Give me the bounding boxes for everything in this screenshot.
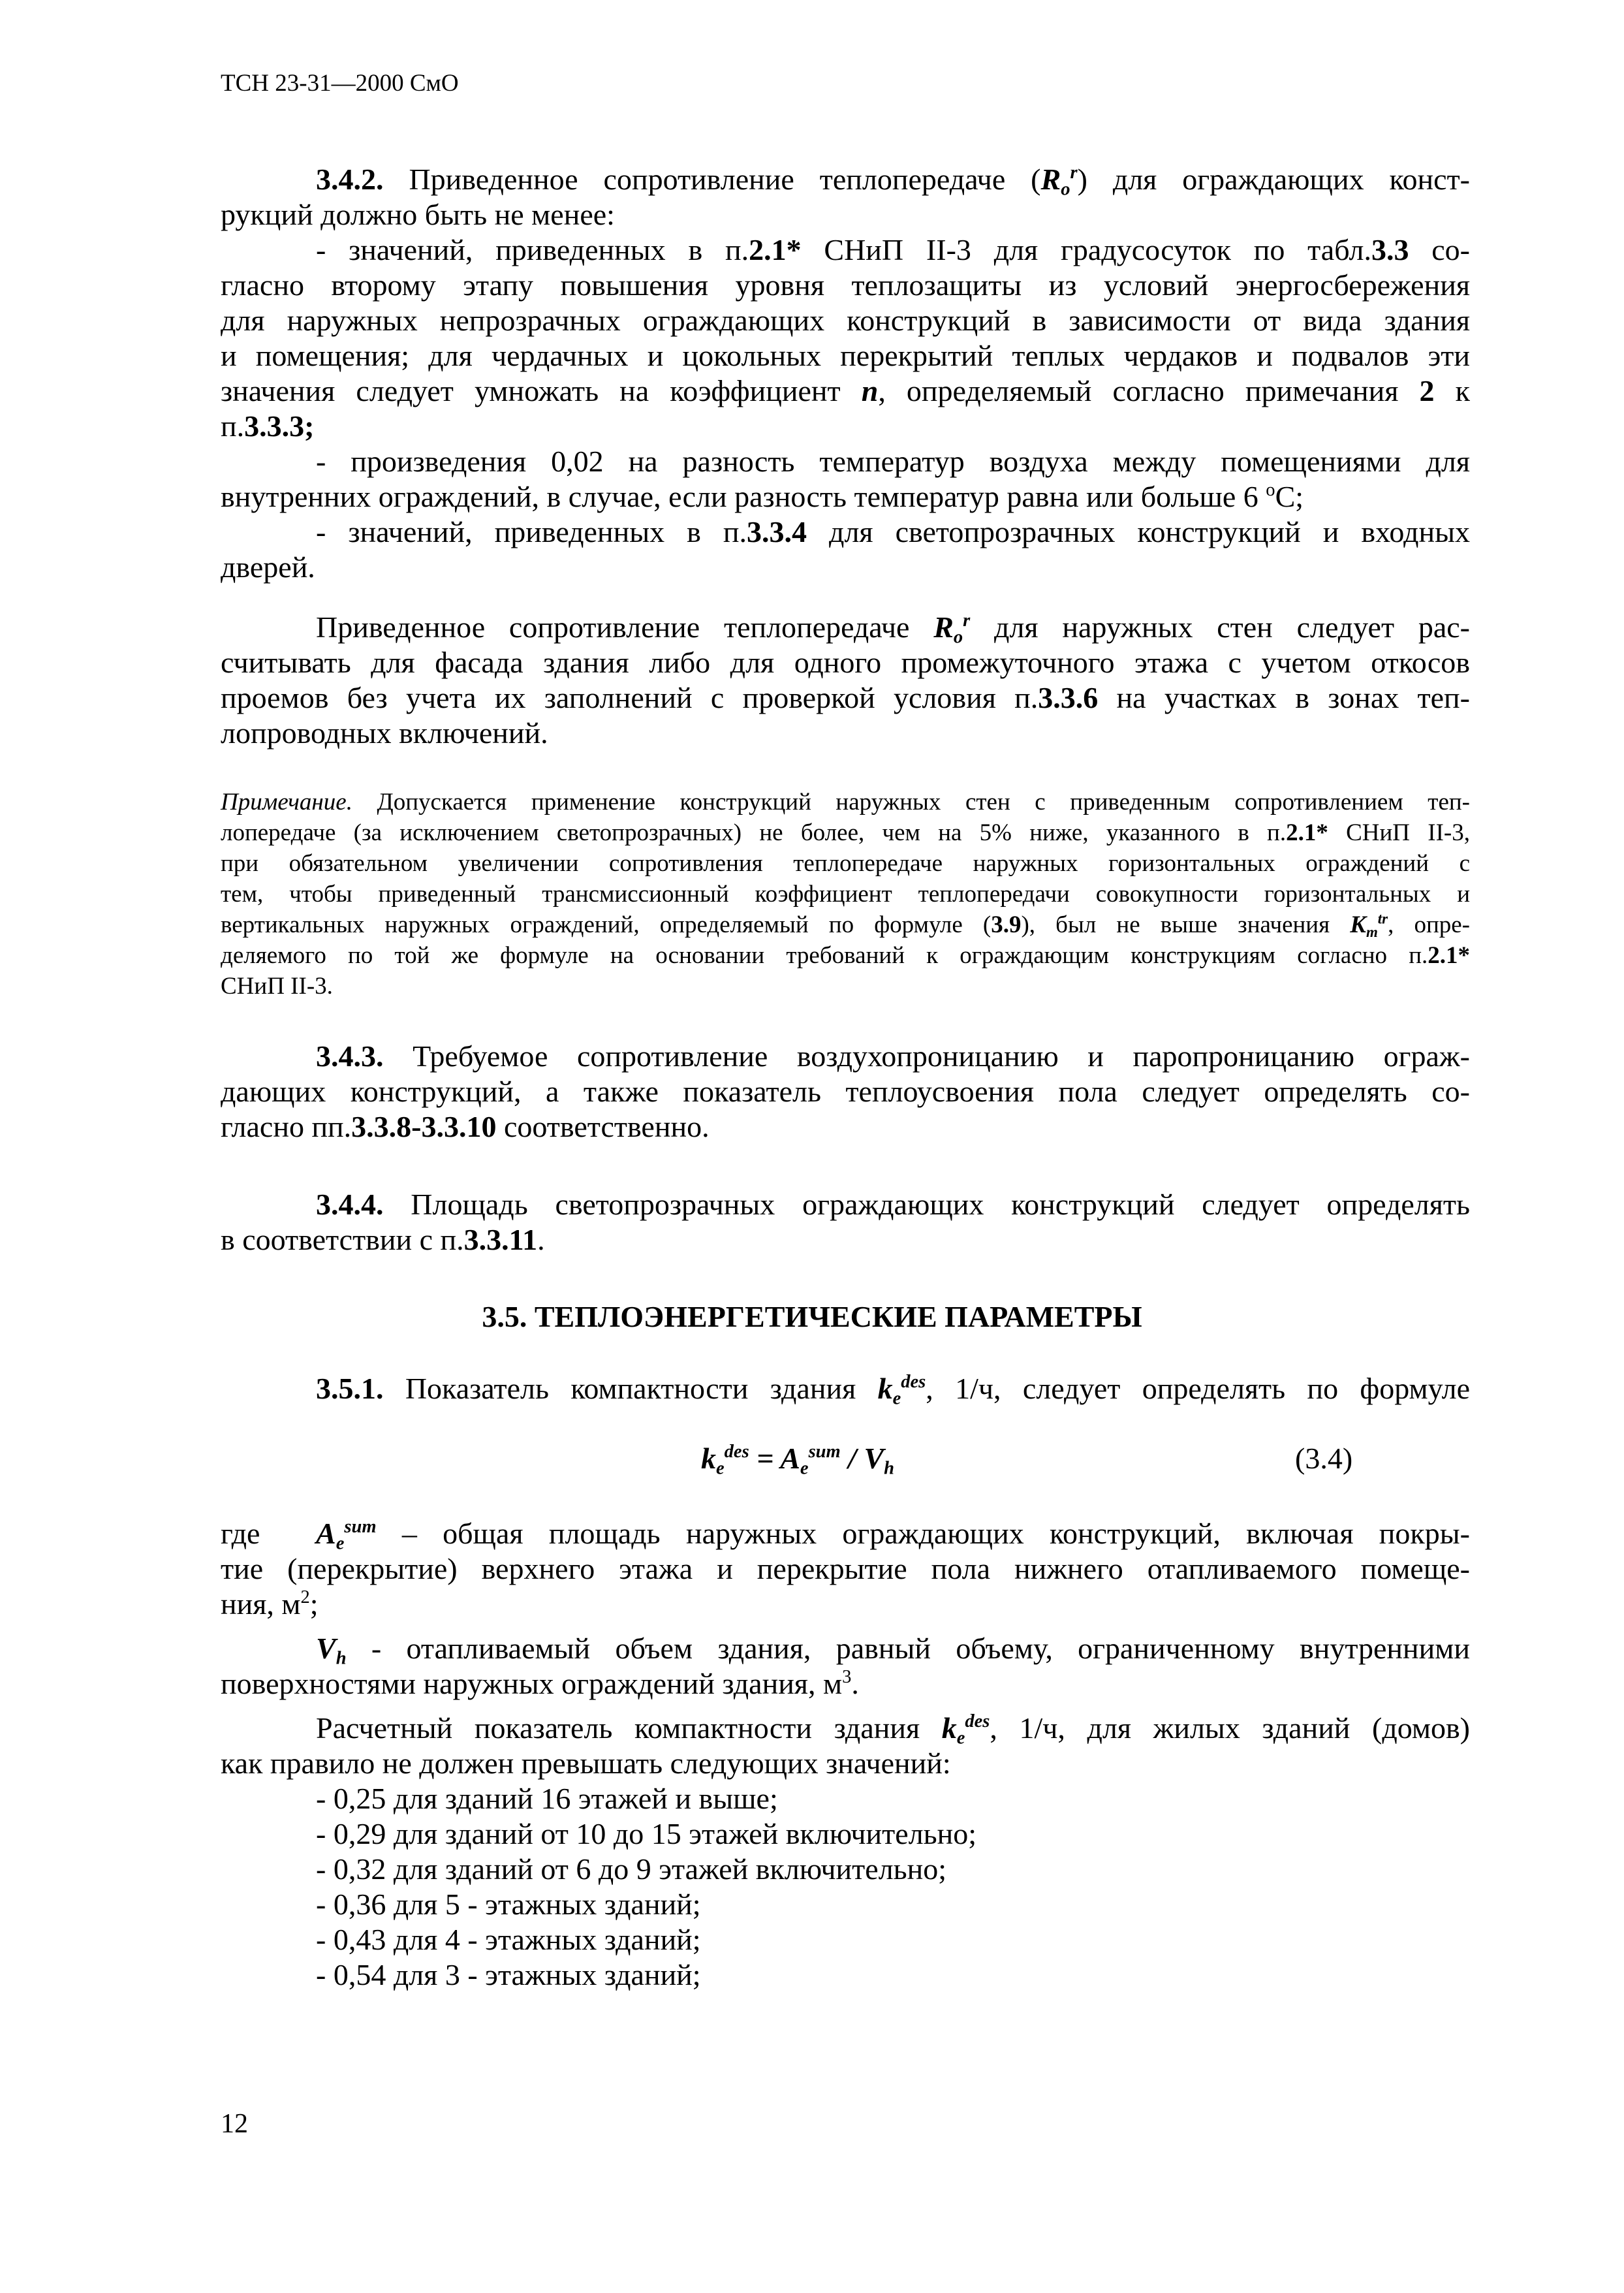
- bullet-3-line-2: дверей.: [221, 550, 315, 584]
- note-line-7: СНиП II-3.: [221, 973, 333, 1000]
- where-A-line-1: $A_e^{sum}$ – общая площадь наружных ограждающих конструкций, включая покры-: [316, 1516, 1470, 1554]
- note-line-1: Примечание. Допускается применение конструкций наружных стен с приведенным сопротивлением теп-: [221, 789, 1470, 815]
- clause-number: 3.5.1.: [316, 1372, 384, 1405]
- paragraph-line-2: считывать для фасада здания либо для одного промежуточного этажа с учетом откосов: [221, 646, 1470, 679]
- bullet-2-line-1: - произведения 0,02 на разность температур воздуха между помещениями для: [316, 445, 1470, 478]
- symbol-Ro: $R_o^r$: [1040, 162, 1078, 200]
- clause-number: 3.4.2.: [316, 163, 384, 196]
- bullet-1-line-3: для наружных непрозрачных ограждающих конструкций в зависимости от вида здания: [221, 304, 1470, 337]
- bullet-1-line-1: - значений, приведенных в п.2.1* СНиП II-3 для градусосуток по табл.3.3 со-: [316, 233, 1470, 266]
- clause-3-5-1-line-1: 3.5.1. Показатель компактности здания $k_e^{des}$, 1/ч, следует определять по формуле: [316, 1371, 1471, 1409]
- formula: $k_e^{des} = A_e^{sum} / V_h$: [701, 1441, 895, 1479]
- list-item: - 0,54 для 3 - этажных зданий;: [316, 1958, 701, 1991]
- list-item: - 0,29 для зданий от 10 до 15 этажей включительно;: [316, 1817, 977, 1850]
- clause-3-4-2-line-2: рукций должно быть не менее:: [221, 198, 615, 231]
- note-line-5: вертикальных наружных ограждений, определяемый по формуле (3.9), был не выше значения $K_m^{tr}$, опре-: [221, 910, 1471, 940]
- bullet-1-line-6: п.3.3.3;: [221, 409, 315, 443]
- clause-number: 3.4.3.: [316, 1039, 384, 1073]
- bullet-2-line-2: внутренних ограждений, в случае, если разность температур равна или больше 6 $^o$С;: [221, 479, 1304, 513]
- formula-number: (3.4): [1295, 1442, 1353, 1475]
- note-line-3: при обязательном увеличении сопротивления теплопередаче наружных горизонтальных ограждений с: [221, 850, 1470, 877]
- where-A-line-2: тие (перекрытие) верхнего этажа и перекрытие пола нижнего отапливаемого помеще-: [221, 1552, 1470, 1585]
- symbol-ke: $k_e^{des}$: [877, 1371, 926, 1409]
- list-item: - 0,32 для зданий от 6 до 9 этажей включительно;: [316, 1852, 947, 1886]
- clause-3-4-4-line-2: в соответствии с п.3.3.11.: [221, 1223, 545, 1256]
- where-label: где: [221, 1517, 260, 1550]
- list-item: - 0,43 для 4 - этажных зданий;: [316, 1923, 701, 1956]
- list-item: - 0,36 для 5 - этажных зданий;: [316, 1888, 701, 1921]
- note-label: Примечание.: [221, 789, 352, 815]
- symbol-Ro: $R_o^r$: [933, 610, 971, 648]
- note-line-6: деляемого по той же формуле на основании требований к ограждающим конструкциям согласно п.2.1*: [221, 942, 1470, 969]
- note-line-2: лопередаче (за исключением светопрозрачных) не более, чем на 5% ниже, указанного в п.2.1* СНиП II-3,: [221, 819, 1470, 846]
- where-V-line-2: поверхностями наружных ограждений здания, $м^3$.: [221, 1666, 859, 1700]
- bullet-3-line-1: - значений, приведенных в п.3.3.4 для светопрозрачных конструкций и входных: [316, 515, 1470, 548]
- calc-line-2: как правило не должен превышать следующих значений:: [221, 1747, 951, 1780]
- paragraph-line-4: лопроводных включений.: [221, 716, 548, 750]
- symbol-Km: $K_m^{tr}$: [1350, 910, 1388, 940]
- calc-line-1: Расчетный показатель компактности здания $k_e^{des}$, 1/ч, для жилых зданий (домов): [316, 1711, 1470, 1748]
- bullet-1-line-5: значения следует умножать на коэффициент n, определяемый согласно примечания 2 к: [221, 374, 1470, 407]
- page-number: 12: [221, 2109, 248, 2139]
- running-header: ТСН 23-31—2000 СмО: [221, 70, 459, 97]
- where-A-line-3: ния, $м^2$;: [221, 1587, 319, 1621]
- clause-3-4-3-line-1: 3.4.3. Требуемое сопротивление воздухопроницанию и паропроницанию ограж-: [316, 1039, 1470, 1073]
- clause-3-4-3-line-3: гласно пп.3.3.8-3.3.10 соответственно.: [221, 1110, 710, 1143]
- bullet-1-line-2: гласно второму этапу повышения уровня теплозащиты из условий энергосбережения: [221, 268, 1470, 302]
- list-item: - 0,25 для зданий 16 этажей и выше;: [316, 1782, 778, 1815]
- clause-3-4-4-line-1: 3.4.4. Площадь светопрозрачных ограждающих конструкций следует определять: [316, 1188, 1470, 1221]
- paragraph-line-3: проемов без учета их заполнений с проверкой условия п.3.3.6 на участках в зонах теп-: [221, 681, 1470, 714]
- note-line-4: тем, чтобы приведенный трансмиссионный коэффициент теплопередачи совокупности горизонтальных и: [221, 881, 1470, 908]
- clause-3-4-3-line-2: дающих конструкций, а также показатель теплоусвоения пола следует определять со-: [221, 1075, 1470, 1108]
- section-heading: 3.5. ТЕПЛОЭНЕРГЕТИЧЕСКИЕ ПАРАМЕТРЫ: [482, 1300, 1142, 1333]
- where-V-line-1: $V_h$ - отапливаемый объем здания, равный объему, ограниченному внутренними: [316, 1632, 1470, 1669]
- clause-number: 3.4.4.: [316, 1188, 384, 1221]
- paragraph-line-1: Приведенное сопротивление теплопередаче $R_o^r$ для наружных стен следует рас-: [316, 610, 1470, 648]
- clause-3-4-2-line-1: 3.4.2. Приведенное сопротивление теплопередаче $(R_o^r)$ для ограждающих конст-: [316, 162, 1470, 200]
- bullet-1-line-4: и помещения; для чердачных и цокольных перекрытий теплых чердаков и подвалов эти: [221, 339, 1470, 372]
